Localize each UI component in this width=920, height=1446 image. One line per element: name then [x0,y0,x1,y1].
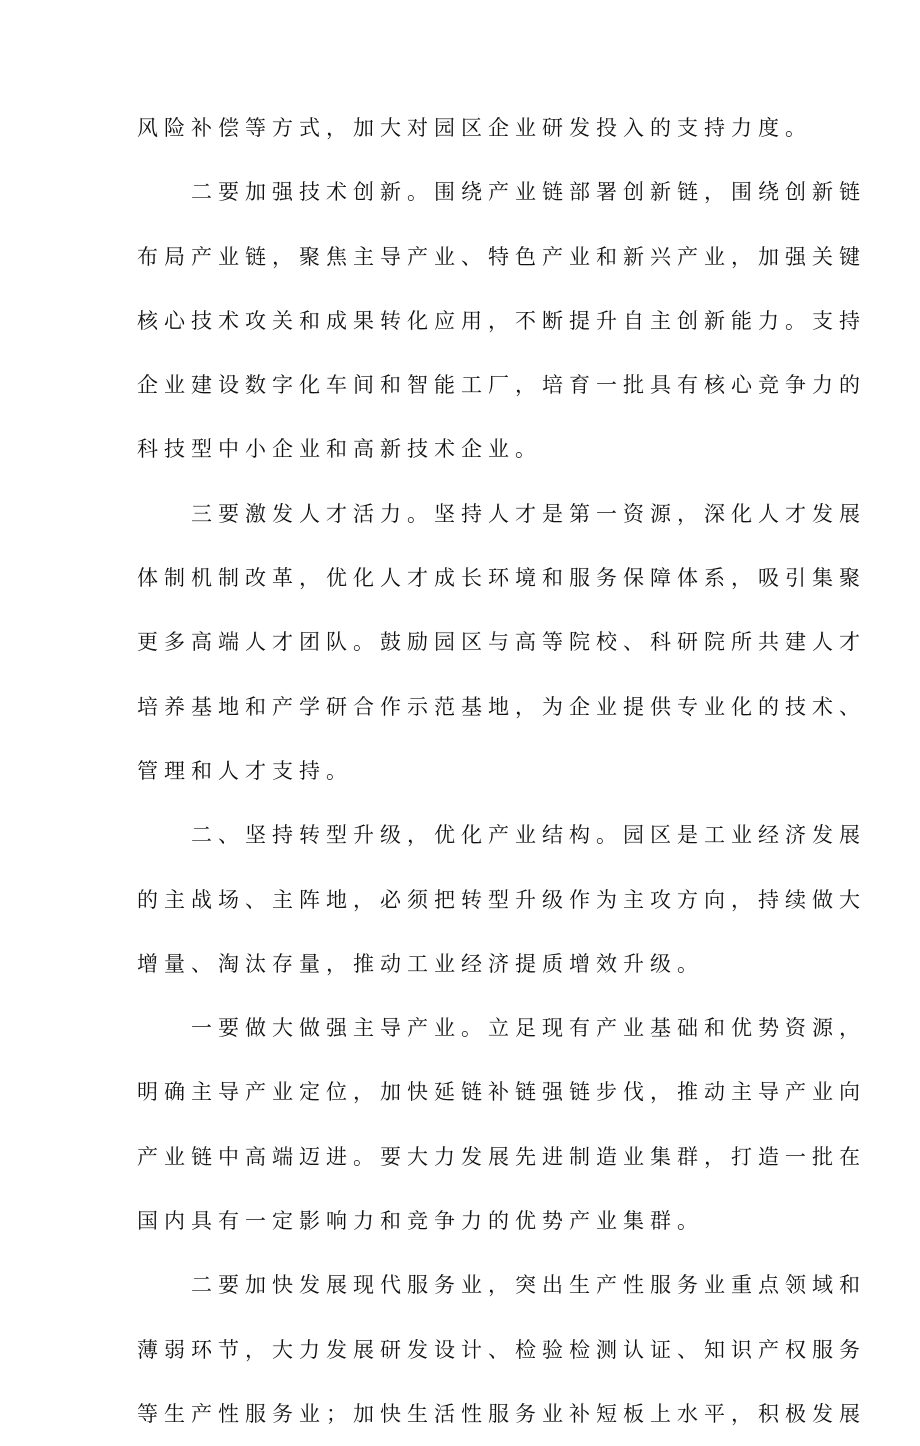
text-line: 风险补偿等方式，加大对园区企业研发投入的支持力度。 [137,116,812,140]
paragraph-first-line: 三要激发人才活力。坚持人才是第一资源，深化人才发展 [191,501,866,526]
text-line: 布局产业链，聚焦主导产业、特色产业和新兴产业，加强关键 [137,244,866,269]
text-line: 薄弱环节，大力发展研发设计、检验检测认证、知识产权服务 [137,1337,866,1362]
text-line: 科技型中小企业和高新技术企业。 [137,437,542,462]
text-line: 产业链中高端迈进。要大力发展先进制造业集群，打造一批在 [137,1144,866,1169]
text-line: 核心技术攻关和成果转化应用，不断提升自主创新能力。支持 [137,308,866,333]
text-line: 国内具有一定影响力和竞争力的优势产业集群。 [137,1209,704,1234]
paragraph-first-line: 一要做大做强主导产业。立足现有产业基础和优势资源， [191,1016,866,1041]
text-line: 更多高端人才团队。鼓励园区与高等院校、科研院所共建人才 [137,630,866,655]
text-line: 的主战场、主阵地，必须把转型升级作为主攻方向，持续做大 [137,887,866,912]
paragraph-first-line: 二要加快发展现代服务业，突出生产性服务业重点领域和 [191,1273,866,1298]
text-line: 企业建设数字化车间和智能工厂，培育一批具有核心竞争力的 [137,373,866,398]
paragraph-first-line: 二要加强技术创新。围绕产业链部署创新链，围绕创新链 [191,180,866,205]
text-line: 明确主导产业定位，加快延链补链强链步伐，推动主导产业向 [137,1080,866,1105]
text-line: 体制机制改革，优化人才成长环境和服务保障体系，吸引集聚 [137,566,866,591]
paragraph-first-line: 二、坚持转型升级，优化产业结构。园区是工业经济发展 [191,823,866,848]
text-line: 增量、淘汰存量，推动工业经济提质增效升级。 [137,951,704,976]
text-line: 等生产性服务业；加快生活性服务业补短板上水平，积极发展 [137,1401,866,1426]
text-line: 管理和人才支持。 [137,758,353,783]
document-body [137,96,866,1446]
text-line: 培养基地和产学研合作示范基地，为企业提供专业化的技术、 [137,694,866,719]
